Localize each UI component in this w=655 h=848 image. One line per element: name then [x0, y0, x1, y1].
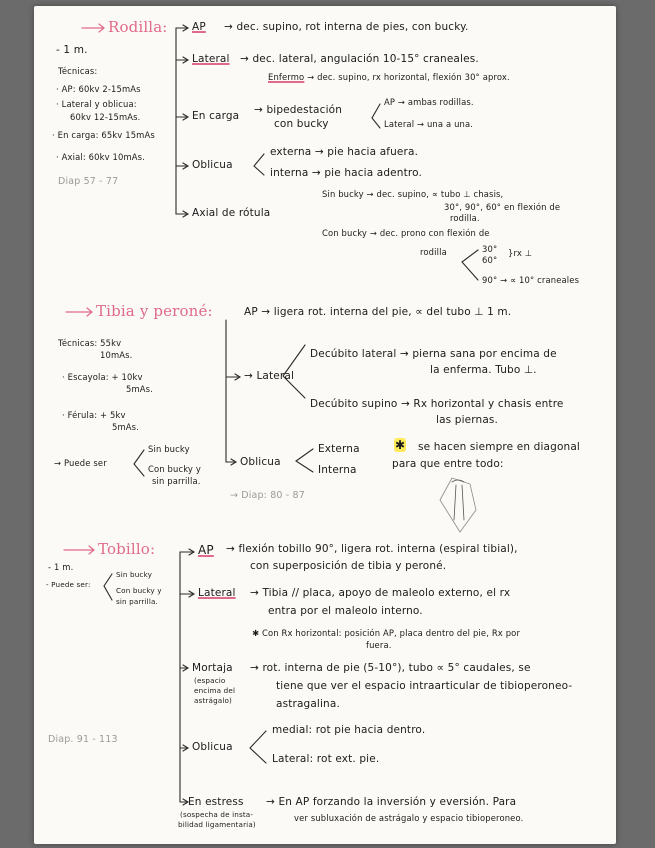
rodilla-axial-60: 60° [482, 255, 498, 265]
rodilla-axial-rx: }rx ⊥ [508, 248, 533, 258]
tibia-diag-note2: para que entre todo: [392, 458, 504, 470]
tobillo-mortaja-sub3: astrágalo) [194, 696, 232, 705]
tobillo-puede-ser: - Puede ser: [46, 580, 91, 589]
tobillo-lat-note2: fuera. [366, 640, 392, 650]
tobillo-ap-text1: → flexión tobillo 90°, ligera rot. interna (espiral tibial), [226, 543, 518, 555]
rodilla-title: Rodilla: [108, 18, 168, 36]
tibia-escayola-ma: 5mAs. [126, 384, 153, 394]
rodilla-axial-rodilla: rodilla [420, 247, 447, 257]
tobillo-lat-note1: ✱ Con Rx horizontal: posición AP, placa dentro del pie, Rx por [252, 628, 521, 638]
tibia-ap-text: AP → ligera rot. interna del pie, ∝ del tubo ⊥ 1 m. [244, 306, 512, 318]
tibia-ferula: · Férula: + 5kv [62, 410, 126, 420]
rodilla-axial-sin2: 30°, 90°, 60° en flexión de [444, 202, 561, 212]
tobillo-distance: - 1 m. [48, 562, 74, 572]
rodilla-axial-30: 30° [482, 244, 498, 254]
tibia-oblicua-label: Oblicua [240, 456, 281, 468]
rodilla-lateral-label: Lateral [192, 53, 230, 65]
tobillo-title: Tobillo: [98, 540, 156, 558]
tibia-puede-ser: → Puede ser [54, 458, 107, 468]
tibia-tech-ma: 10mAs. [100, 350, 133, 360]
tobillo-oblicua-medial: medial: rot pie hacia dentro. [272, 724, 426, 736]
rodilla-distance: - 1 m. [56, 44, 88, 56]
tobillo-estress-sub2: bilidad ligamentaria) [178, 820, 256, 829]
rodilla-carga-ap: AP → ambas rodillas. [384, 97, 474, 107]
tobillo-mortaja-label: Mortaja [192, 662, 233, 674]
rodilla-axial-sin1: Sin bucky → dec. supino, ∝ tubo ⊥ chasis, [322, 189, 504, 199]
tobillo-mort-text3: astragalina. [276, 698, 340, 710]
rodilla-oblicua-label: Oblicua [192, 159, 233, 171]
rodilla-axial-label: Axial de rótula [192, 207, 271, 219]
tobillo-estress-text1: → En AP forzando la inversión y eversión. Para [266, 796, 517, 808]
tibia-escayola: · Escayola: + 10kv [62, 372, 143, 382]
tobillo-estress-label: En estress [188, 796, 244, 808]
star-icon: ✱ [395, 438, 406, 452]
tobillo-mort-text1: → rot. interna de pie (5-10°), tubo ∝ 5° caudales, se [250, 662, 531, 674]
tobillo-estress-text2: ver subluxación de astrágalo y espacio tibioperoneo. [294, 813, 524, 823]
rodilla-axial-con: Con bucky → dec. prono con flexión de [322, 228, 490, 238]
tobillo-estress-sub1: (sospecha de insta- [180, 810, 254, 819]
rodilla-tech-lat-values: 60kv 12-15mAs. [70, 112, 141, 122]
rodilla-carga-label: En carga [192, 110, 240, 122]
tibia-diap-ref: → Diap: 80 - 87 [230, 490, 305, 501]
rodilla-oblicua-int: interna → pie hacia adentro. [270, 167, 422, 179]
rodilla-tech-carga: · En carga: 65kv 15mAs [52, 130, 155, 140]
rodilla-enfermo: Enfermo → dec. supino, rx horizontal, flexión 30° aprox. [268, 72, 510, 82]
tibia-tech-heading: Técnicas: 55kv [58, 338, 122, 348]
tibia-oblicua-int: Interna [318, 464, 357, 476]
tobillo-mortaja-sub2: encima del [194, 686, 236, 695]
tobillo-sin-parrilla: sin parrilla. [116, 597, 158, 606]
rodilla-ap-label: AP [192, 21, 206, 33]
tibia-ferula-ma: 5mAs. [112, 422, 139, 432]
rodilla-tech-heading: Técnicas: [58, 66, 98, 76]
tibia-lateral-label: → Lateral [244, 370, 295, 382]
tibia-dec-supino: Decúbito supino → Rx horizontal y chasis entre [310, 398, 564, 410]
tibia-sin-bucky: Sin bucky [148, 444, 190, 454]
rodilla-oblicua-ext: externa → pie hacia afuera. [270, 146, 419, 158]
rodilla-lateral-text: → dec. lateral, angulación 10-15° craneales. [240, 53, 479, 65]
tobillo-lat-text2: entra por el maleolo interno. [268, 605, 423, 617]
rodilla-carga-text2: con bucky [274, 118, 329, 130]
tibia-dec-lateral: Decúbito lateral → pierna sana por encima de [310, 348, 557, 360]
rodilla-diap-ref: Diap 57 - 77 [58, 176, 119, 187]
tibia-dec-supino2: las piernas. [436, 414, 499, 426]
tobillo-lat-text1: → Tibia // placa, apoyo de maleolo externo, el rx [250, 587, 511, 599]
tibia-diag-note1: se hacen siempre en diagonal [418, 441, 580, 453]
tibia-oblicua-ext: Externa [318, 443, 360, 455]
tobillo-mortaja-sub1: (espacio [194, 676, 226, 685]
tobillo-lateral-label: Lateral [198, 587, 236, 599]
tobillo-ap-text2: con superposición de tibia y peroné. [250, 560, 447, 572]
rodilla-tech-lat: · Lateral y oblicua: [56, 99, 137, 109]
tobillo-oblicua-label: Oblicua [192, 741, 233, 753]
rodilla-tech-axial: · Axial: 60kv 10mAs. [56, 152, 145, 162]
tibia-con-bucky: Con bucky y [148, 464, 201, 474]
tobillo-ap-label: AP [198, 543, 214, 557]
rodilla-ap-text: → dec. supino, rot interna de pies, con bucky. [224, 21, 469, 33]
tibia-sin-parrilla: sin parrilla. [152, 476, 201, 486]
rodilla-carga-lat: Lateral → una a una. [384, 119, 474, 129]
rodilla-carga-text1: → bipedestación [254, 104, 343, 116]
tobillo-oblicua-lateral: Lateral: rot ext. pie. [272, 753, 380, 765]
tobillo-mort-text2: tiene que ver el espacio intraarticular de tibioperoneo- [276, 680, 573, 692]
tibia-title: Tibia y peroné: [96, 302, 213, 320]
tobillo-diap-ref: Diap. 91 - 113 [48, 734, 118, 745]
rodilla-tech-ap: · AP: 60kv 2-15mAs [56, 84, 141, 94]
tobillo-con-bucky: Con bucky y [116, 586, 162, 595]
rodilla-axial-sin3: rodilla. [450, 213, 480, 223]
tobillo-sin-bucky: Sin bucky [116, 570, 152, 579]
rodilla-axial-90: 90° → ∝ 10° craneales [482, 275, 580, 285]
tibia-dec-lateral2: la enferma. Tubo ⊥. [430, 364, 537, 376]
